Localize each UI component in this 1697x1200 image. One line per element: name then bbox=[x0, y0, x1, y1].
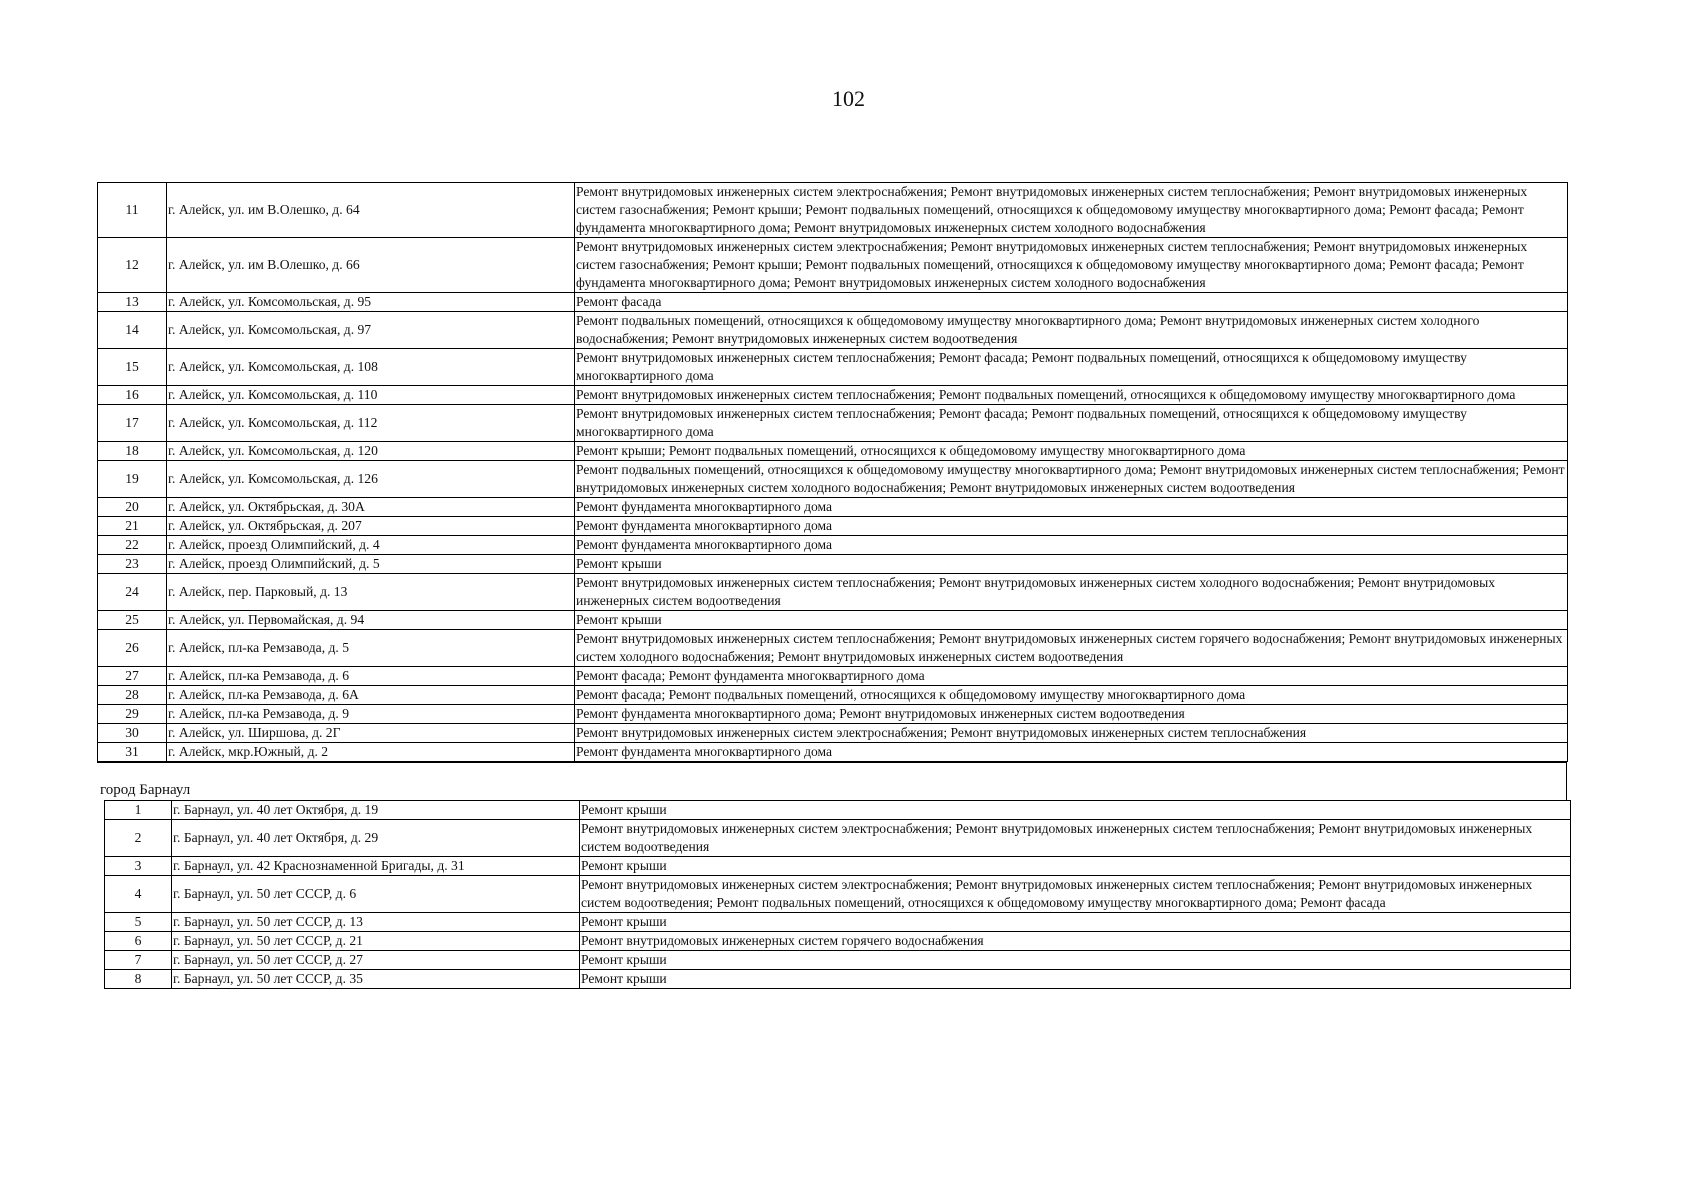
table-row bbox=[98, 630, 1568, 667]
row-works: Ремонт крыши bbox=[575, 611, 1568, 630]
table-row bbox=[105, 951, 1571, 970]
row-works: Ремонт внутридомовых инженерных систем теплоснабжения; Ремонт фасада; Ремонт подвальных помещений, относящихся к общедомовому имуществу многоквартирного дома bbox=[575, 405, 1568, 442]
page-number: 102 bbox=[832, 86, 865, 111]
row-works: Ремонт фундамента многоквартирного дома bbox=[575, 517, 1568, 536]
row-address: г. Барнаул, ул. 50 лет СССР, д. 6 bbox=[172, 876, 580, 913]
row-number: 20 bbox=[98, 498, 167, 517]
row-number: 25 bbox=[98, 611, 167, 630]
row-address: г. Барнаул, ул. 50 лет СССР, д. 21 bbox=[172, 932, 580, 951]
row-address: г. Алейск, ул. Комсомольская, д. 95 bbox=[167, 293, 575, 312]
table-row bbox=[98, 405, 1568, 442]
table-row bbox=[98, 461, 1568, 498]
row-works: Ремонт фундамента многоквартирного дома bbox=[575, 536, 1568, 555]
row-number: 17 bbox=[98, 405, 167, 442]
divider bbox=[97, 762, 1567, 763]
table-barnaul bbox=[104, 800, 1571, 989]
row-works: Ремонт внутридомовых инженерных систем теплоснабжения; Ремонт фасада; Ремонт подвальных помещений, относящихся к общедомовому имуществу многоквартирного дома bbox=[575, 349, 1568, 386]
table-row bbox=[98, 705, 1568, 724]
table-row bbox=[98, 611, 1568, 630]
row-works: Ремонт внутридомовых инженерных систем электроснабжения; Ремонт внутридомовых инженерных систем теплоснабжения; Ремонт внутридомовых инженерных систем водоотведения; Ремонт подвальных помещений, относящихся к общедомовому имуществу многоквартирного дома; Ремонт фасада bbox=[580, 876, 1571, 913]
row-number: 26 bbox=[98, 630, 167, 667]
row-address: г. Алейск, проезд Олимпийский, д. 5 bbox=[167, 555, 575, 574]
row-number: 7 bbox=[105, 951, 172, 970]
row-number: 21 bbox=[98, 517, 167, 536]
row-works: Ремонт фасада; Ремонт подвальных помещений, относящихся к общедомовому имуществу многоквартирного дома bbox=[575, 686, 1568, 705]
row-number: 12 bbox=[98, 238, 167, 293]
row-number: 8 bbox=[105, 970, 172, 989]
row-number: 22 bbox=[98, 536, 167, 555]
table-row bbox=[105, 913, 1571, 932]
row-address: г. Барнаул, ул. 50 лет СССР, д. 13 bbox=[172, 913, 580, 932]
row-works: Ремонт фундамента многоквартирного дома; Ремонт внутридомовых инженерных систем водоотведения bbox=[575, 705, 1568, 724]
row-address: г. Алейск, мкр.Южный, д. 2 bbox=[167, 743, 575, 762]
row-works: Ремонт крыши bbox=[580, 801, 1571, 820]
row-works: Ремонт крыши bbox=[580, 951, 1571, 970]
table-aleysk bbox=[97, 182, 1568, 762]
row-works: Ремонт фасада bbox=[575, 293, 1568, 312]
row-works: Ремонт крыши; Ремонт подвальных помещений, относящихся к общедомовому имуществу многоквартирного дома bbox=[575, 442, 1568, 461]
row-address: г. Барнаул, ул. 40 лет Октября, д. 19 bbox=[172, 801, 580, 820]
table-barnaul-body bbox=[105, 801, 1571, 989]
row-works: Ремонт подвальных помещений, относящихся к общедомовому имуществу многоквартирного дома; Ремонт внутридомовых инженерных систем холодного водоснабжения; Ремонт внутридомовых инженерных систем водоотведения bbox=[575, 312, 1568, 349]
table-row bbox=[105, 932, 1571, 951]
row-works: Ремонт внутридомовых инженерных систем теплоснабжения; Ремонт внутридомовых инженерных систем горячего водоснабжения; Ремонт внутридомовых инженерных систем холодного водоснабжения; Ремонт внутридомовых инженерных систем водоотведения bbox=[575, 630, 1568, 667]
row-number: 19 bbox=[98, 461, 167, 498]
section-title: город Барнаул bbox=[100, 782, 191, 798]
row-number: 18 bbox=[98, 442, 167, 461]
row-address: г. Алейск, ул. Комсомольская, д. 97 bbox=[167, 312, 575, 349]
table-row bbox=[98, 183, 1568, 238]
row-address: г. Алейск, ул. Комсомольская, д. 110 bbox=[167, 386, 575, 405]
table-row bbox=[98, 312, 1568, 349]
row-address: г. Барнаул, ул. 50 лет СССР, д. 27 bbox=[172, 951, 580, 970]
table-row bbox=[98, 349, 1568, 386]
table-row bbox=[105, 876, 1571, 913]
row-address: г. Барнаул, ул. 42 Краснознаменной Бригады, д. 31 bbox=[172, 857, 580, 876]
row-address: г. Алейск, ул. Комсомольская, д. 112 bbox=[167, 405, 575, 442]
row-number: 3 bbox=[105, 857, 172, 876]
row-number: 1 bbox=[105, 801, 172, 820]
row-address: г. Алейск, ул. Первомайская, д. 94 bbox=[167, 611, 575, 630]
row-number: 14 bbox=[98, 312, 167, 349]
row-number: 6 bbox=[105, 932, 172, 951]
table-aleysk-body bbox=[98, 183, 1568, 762]
row-works: Ремонт внутридомовых инженерных систем электроснабжения; Ремонт внутридомовых инженерных систем теплоснабжения; Ремонт внутридомовых инженерных систем газоснабжения; Ремонт крыши; Ремонт подвальных помещений, относящихся к общедомовому имуществу многоквартирного дома; Ремонт фасада; Ремонт фундамента многоквартирного дома; Ремонт внутридомовых инженерных систем холодного водоснабжения bbox=[575, 183, 1568, 238]
row-address: г. Алейск, ул. Комсомольская, д. 126 bbox=[167, 461, 575, 498]
row-works: Ремонт крыши bbox=[580, 857, 1571, 876]
row-number: 23 bbox=[98, 555, 167, 574]
table-row bbox=[98, 386, 1568, 405]
row-works: Ремонт внутридомовых инженерных систем горячего водоснабжения bbox=[580, 932, 1571, 951]
row-address: г. Алейск, пл-ка Ремзавода, д. 6 bbox=[167, 667, 575, 686]
row-works: Ремонт внутридомовых инженерных систем электроснабжения; Ремонт внутридомовых инженерных систем теплоснабжения; Ремонт внутридомовых инженерных систем водоотведения bbox=[580, 820, 1571, 857]
table-row bbox=[98, 667, 1568, 686]
table-row bbox=[98, 724, 1568, 743]
table-row bbox=[105, 820, 1571, 857]
row-works: Ремонт крыши bbox=[580, 970, 1571, 989]
row-number: 31 bbox=[98, 743, 167, 762]
row-works: Ремонт внутридомовых инженерных систем электроснабжения; Ремонт внутридомовых инженерных систем теплоснабжения bbox=[575, 724, 1568, 743]
row-number: 27 bbox=[98, 667, 167, 686]
row-works: Ремонт фасада; Ремонт фундамента многоквартирного дома bbox=[575, 667, 1568, 686]
row-address: г. Алейск, пл-ка Ремзавода, д. 9 bbox=[167, 705, 575, 724]
row-address: г. Алейск, ул. им В.Олешко, д. 66 bbox=[167, 238, 575, 293]
divider bbox=[1566, 762, 1567, 800]
row-number: 15 bbox=[98, 349, 167, 386]
row-works: Ремонт крыши bbox=[575, 555, 1568, 574]
row-works: Ремонт внутридомовых инженерных систем теплоснабжения; Ремонт подвальных помещений, относящихся к общедомовому имуществу многоквартирного дома bbox=[575, 386, 1568, 405]
row-works: Ремонт подвальных помещений, относящихся к общедомовому имуществу многоквартирного дома; Ремонт внутридомовых инженерных систем теплоснабжения; Ремонт внутридомовых инженерных систем холодного водоснабжения; Ремонт внутридомовых инженерных систем водоотведения bbox=[575, 461, 1568, 498]
table-row bbox=[98, 498, 1568, 517]
row-address: г. Алейск, ул. Комсомольская, д. 120 bbox=[167, 442, 575, 461]
row-number: 11 bbox=[98, 183, 167, 238]
row-works: Ремонт крыши bbox=[580, 913, 1571, 932]
row-number: 4 bbox=[105, 876, 172, 913]
row-number: 30 bbox=[98, 724, 167, 743]
row-works: Ремонт фундамента многоквартирного дома bbox=[575, 743, 1568, 762]
row-number: 13 bbox=[98, 293, 167, 312]
row-works: Ремонт внутридомовых инженерных систем электроснабжения; Ремонт внутридомовых инженерных систем теплоснабжения; Ремонт внутридомовых инженерных систем газоснабжения; Ремонт крыши; Ремонт подвальных помещений, относящихся к общедомовому имуществу многоквартирного дома; Ремонт фасада; Ремонт фундамента многоквартирного дома; Ремонт внутридомовых инженерных систем холодного водоснабжения bbox=[575, 238, 1568, 293]
row-address: г. Алейск, ул. им В.Олешко, д. 64 bbox=[167, 183, 575, 238]
row-address: г. Алейск, пл-ка Ремзавода, д. 5 bbox=[167, 630, 575, 667]
row-number: 16 bbox=[98, 386, 167, 405]
table-row bbox=[98, 743, 1568, 762]
row-address: г. Алейск, пер. Парковый, д. 13 bbox=[167, 574, 575, 611]
row-address: г. Алейск, ул. Октябрьская, д. 207 bbox=[167, 517, 575, 536]
table-row bbox=[105, 970, 1571, 989]
table-row bbox=[105, 857, 1571, 876]
table-row bbox=[98, 555, 1568, 574]
table-row bbox=[98, 574, 1568, 611]
row-address: г. Барнаул, ул. 50 лет СССР, д. 35 bbox=[172, 970, 580, 989]
row-address: г. Алейск, пл-ка Ремзавода, д. 6А bbox=[167, 686, 575, 705]
row-number: 24 bbox=[98, 574, 167, 611]
row-address: г. Барнаул, ул. 40 лет Октября, д. 29 bbox=[172, 820, 580, 857]
table-row bbox=[98, 536, 1568, 555]
table-row bbox=[105, 801, 1571, 820]
table-row bbox=[98, 293, 1568, 312]
table-row bbox=[98, 238, 1568, 293]
row-address: г. Алейск, ул. Комсомольская, д. 108 bbox=[167, 349, 575, 386]
table-row bbox=[98, 517, 1568, 536]
table-row bbox=[98, 442, 1568, 461]
row-number: 2 bbox=[105, 820, 172, 857]
row-number: 5 bbox=[105, 913, 172, 932]
row-address: г. Алейск, ул. Ширшова, д. 2Г bbox=[167, 724, 575, 743]
table-row bbox=[98, 686, 1568, 705]
row-works: Ремонт фундамента многоквартирного дома bbox=[575, 498, 1568, 517]
row-number: 29 bbox=[98, 705, 167, 724]
row-address: г. Алейск, ул. Октябрьская, д. 30А bbox=[167, 498, 575, 517]
row-works: Ремонт внутридомовых инженерных систем теплоснабжения; Ремонт внутридомовых инженерных систем холодного водоснабжения; Ремонт внутридомовых инженерных систем водоотведения bbox=[575, 574, 1568, 611]
row-number: 28 bbox=[98, 686, 167, 705]
row-address: г. Алейск, проезд Олимпийский, д. 4 bbox=[167, 536, 575, 555]
